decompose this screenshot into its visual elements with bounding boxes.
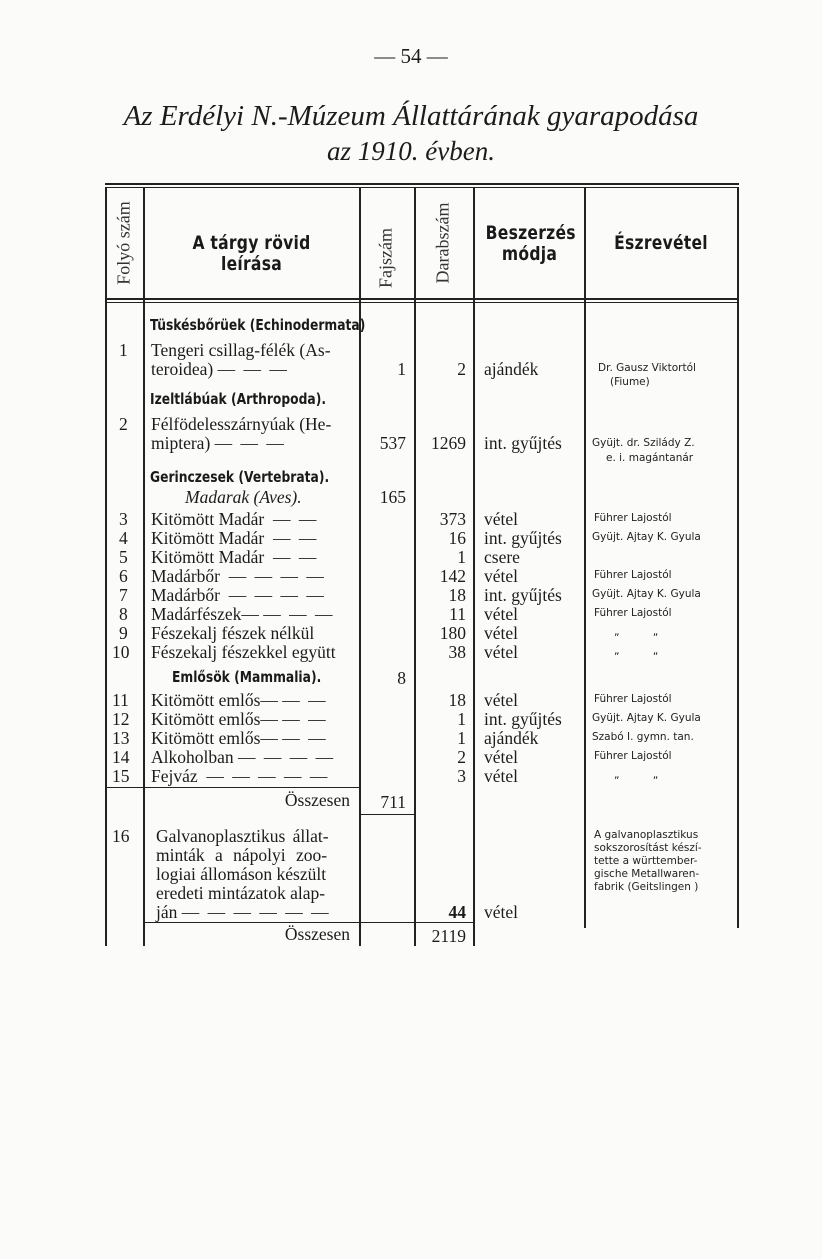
row-2-no: 2 (119, 414, 128, 434)
row-7-count: 18 (448, 585, 466, 605)
col-divider-1 (143, 188, 145, 946)
row-8-acquisition: vétel (484, 604, 519, 624)
group-heading-mammalia: Emlősök (Mammalia). (172, 668, 322, 686)
row-16-acquisition: vétel (484, 902, 519, 922)
row-7-note: Gyüjt. Ajtay K. Gyula (592, 588, 701, 600)
row-14-acquisition: vétel (484, 747, 519, 767)
subtotal-label: Összesen (284, 790, 350, 810)
row-16-desc-line4: eredeti mintázatok alap- (156, 883, 326, 903)
row-15-desc-text: Fejváz (151, 766, 198, 786)
row-10-count: 38 (448, 642, 466, 662)
row-9-acquisition: vétel (484, 623, 519, 643)
row-11-desc: Kitömött emlős— — — (151, 690, 328, 710)
row-4-no: 4 (119, 528, 128, 548)
row-14-desc: Alkoholban — — — — (151, 747, 336, 767)
header-beszerzes-modja (486, 223, 574, 265)
row-15-count: 3 (457, 766, 466, 786)
row-3-desc: Kitömött Madár — — (151, 509, 319, 529)
total-label: Összesen (284, 924, 350, 944)
header-bottom-rule-thin (105, 302, 739, 303)
row-1-species: 1 (397, 359, 406, 379)
row-16-no: 16 (112, 826, 130, 846)
row-16-desc-line2: minták a nápolyi zoo- (156, 845, 328, 865)
header-folyo-szam: Folyó szám (113, 201, 134, 285)
subtotal-rule (105, 787, 359, 788)
row-1-desc-line2 (151, 359, 289, 380)
row-2-count: 1269 (431, 433, 466, 453)
row-16-desc-line5: ján — — — — — — (156, 902, 331, 922)
col-divider-2 (359, 188, 361, 946)
row-5-no: 5 (119, 547, 128, 567)
row-1-desc-text: teroidea) (151, 359, 214, 379)
subtotal-bottom-rule (359, 814, 416, 815)
row-2-desc-line1: Félfödelesszárnyúak (He- (151, 414, 332, 434)
page-title: Az Erdélyi N.-Múzeum Állattárának gyarapodása (123, 100, 699, 132)
row-11-desc-text: Kitömött emlős— (151, 690, 278, 710)
row-16-note-line3: tette a württember- (594, 855, 698, 867)
row-4-desc-text: Kitömött Madár (151, 528, 265, 548)
row-3-note: Führer Lajostól (594, 512, 672, 524)
row-8-note: Führer Lajostól (594, 607, 672, 619)
row-1-desc-line1: Tengeri csillag-félék (As- (151, 340, 331, 360)
col-divider-5 (584, 188, 586, 928)
row-14-desc-text: Alkoholban (151, 747, 234, 767)
table-right-border (737, 188, 739, 928)
row-4-note: Gyüjt. Ajtay K. Gyula (592, 531, 701, 543)
row-16-note-line4: gische Metallwaren- (594, 868, 700, 880)
table-top-rule-thin (105, 187, 739, 188)
row-2-desc-text: miptera) (151, 433, 211, 453)
birds-species-count: 165 (379, 487, 406, 507)
row-12-desc-text: Kitömött emlős— (151, 709, 278, 729)
page-number: — 54 — (374, 44, 448, 68)
table-left-border (105, 188, 107, 946)
row-11-acquisition: vétel (484, 690, 519, 710)
row-16-note-line1: A galvanoplasztikus (594, 829, 699, 841)
row-1-no: 1 (119, 340, 128, 360)
row-1-note-line1: Dr. Gausz Viktortól (598, 362, 696, 374)
page-subtitle: az 1910. évben. (327, 136, 495, 166)
row-4-count: 16 (448, 528, 466, 548)
row-5-acquisition: csere (484, 547, 520, 567)
row-10-desc: Fészekalj fészekkel együtt (151, 642, 336, 662)
row-2-leader: — — — (214, 433, 286, 453)
row-16-desc-line1: Galvanoplasztikus állat- (156, 826, 329, 846)
row-12-note: Gyüjt. Ajtay K. Gyula (592, 712, 701, 724)
row-15-desc: Fejváz — — — — — (151, 766, 330, 786)
group-heading-vertebrata: Gerinczesek (Vertebrata). (150, 468, 330, 486)
row-13-no: 13 (112, 728, 130, 748)
row-6-acquisition: vétel (484, 566, 519, 586)
row-16-count: 44 (448, 902, 466, 922)
row-3-desc-text: Kitömött Madár (151, 509, 265, 529)
row-7-no: 7 (119, 585, 128, 605)
mammals-species-count: 8 (397, 668, 406, 688)
row-6-count: 142 (439, 566, 466, 586)
header-beszerzes: Beszerzés (485, 222, 576, 244)
total-count: 2119 (431, 926, 466, 946)
row-12-acquisition: int. gyűjtés (484, 709, 562, 729)
subgroup-heading-aves: Madarak (Aves). (185, 487, 302, 507)
row-10-acquisition: vétel (484, 642, 519, 662)
row-11-count: 18 (448, 690, 466, 710)
row-2-acquisition: int. gyűjtés (484, 433, 562, 453)
col-divider-4 (473, 188, 475, 946)
row-10-no: 10 (112, 642, 130, 662)
subtotal-species: 711 (380, 792, 406, 812)
group-heading-echinodermata: Tüskésbőrüek (Echinodermata) (150, 316, 366, 334)
row-9-note: „ „ (614, 626, 659, 638)
row-13-acquisition: ajándék (484, 728, 539, 748)
row-4-desc: Kitömött Madár — — (151, 528, 319, 548)
row-7-desc: Madárbőr — — — — (151, 585, 326, 605)
row-16-desc-line3: logiai állomáson készült (156, 864, 327, 884)
row-5-desc: Kitömött Madár — — (151, 547, 319, 567)
row-7-acquisition: int. gyűjtés (484, 585, 562, 605)
header-darabszam: Darabszám (432, 202, 453, 284)
row-12-count: 1 (457, 709, 466, 729)
row-10-note: „ „ (614, 645, 659, 657)
row-9-count: 180 (439, 623, 466, 643)
row-15-no: 15 (112, 766, 130, 786)
row-8-no: 8 (119, 604, 128, 624)
row-6-desc-text: Madárbőr (151, 566, 221, 586)
row-6-note: Führer Lajostól (594, 569, 672, 581)
row-4-acquisition: int. gyűjtés (484, 528, 562, 548)
header-fajszam: Fajszám (375, 228, 396, 288)
row-1-count: 2 (457, 359, 466, 379)
header-bottom-rule (105, 298, 739, 300)
row-13-note: Szabó I. gymn. tan. (592, 731, 694, 743)
row-2-note-line1: Gyüjt. dr. Szilády Z. (592, 437, 695, 449)
row-7-desc-text: Madárbőr (151, 585, 221, 605)
row-1-leader: — — — (217, 359, 289, 379)
row-6-no: 6 (119, 566, 128, 586)
header-targy-leirasa: A tárgy rövid leírása (192, 232, 311, 275)
row-6-desc: Madárbőr — — — — (151, 566, 326, 586)
row-8-desc: Madárfészek— — — — (151, 604, 335, 624)
row-15-note: „ „ (614, 769, 659, 781)
row-14-no: 14 (112, 747, 130, 767)
group-heading-arthropoda: Izeltlábúak (Arthropoda). (150, 390, 327, 408)
row-9-no: 9 (119, 623, 128, 643)
row-8-count: 11 (449, 604, 466, 624)
row-13-desc-text: Kitömött emlős— (151, 728, 278, 748)
row-11-note: Führer Lajostól (594, 693, 672, 705)
row-14-note: Führer Lajostól (594, 750, 672, 762)
row-11-no: 11 (112, 690, 129, 710)
row-14-count: 2 (457, 747, 466, 767)
header-eszrevetel: Észrevétel (614, 232, 708, 254)
row-9-desc: Fészekalj fészek nélkül (151, 623, 315, 643)
row-3-acquisition: vétel (484, 509, 519, 529)
row-16-desc-line5-text: ján (156, 902, 178, 922)
row-2-species: 537 (379, 433, 406, 453)
row-12-no: 12 (112, 709, 130, 729)
row-3-count: 373 (439, 509, 466, 529)
table-top-rule (105, 183, 739, 185)
row-2-note-line2: e. i. magántanár (606, 452, 694, 464)
row-2-desc-line2 (151, 433, 286, 454)
row-1-acquisition: ajándék (484, 359, 539, 379)
row-15-acquisition: vétel (484, 766, 519, 786)
row-5-desc-text: Kitömött Madár (151, 547, 265, 567)
row-12-desc: Kitömött emlős— — — (151, 709, 328, 729)
row-13-desc: Kitömött emlős— — — (151, 728, 328, 748)
row-8-desc-text: Madárfészek— (151, 604, 259, 624)
row-1-note-line2: (Fiume) (610, 376, 650, 388)
row-13-count: 1 (457, 728, 466, 748)
header-modja: módja (501, 243, 558, 265)
total-rule (143, 922, 473, 923)
row-3-no: 3 (119, 509, 128, 529)
row-16-note-line2: sokszorosítást készí- (594, 842, 702, 854)
row-16-note-line5: fabrik (Geitslingen ) (594, 881, 699, 893)
row-5-count: 1 (457, 547, 466, 567)
